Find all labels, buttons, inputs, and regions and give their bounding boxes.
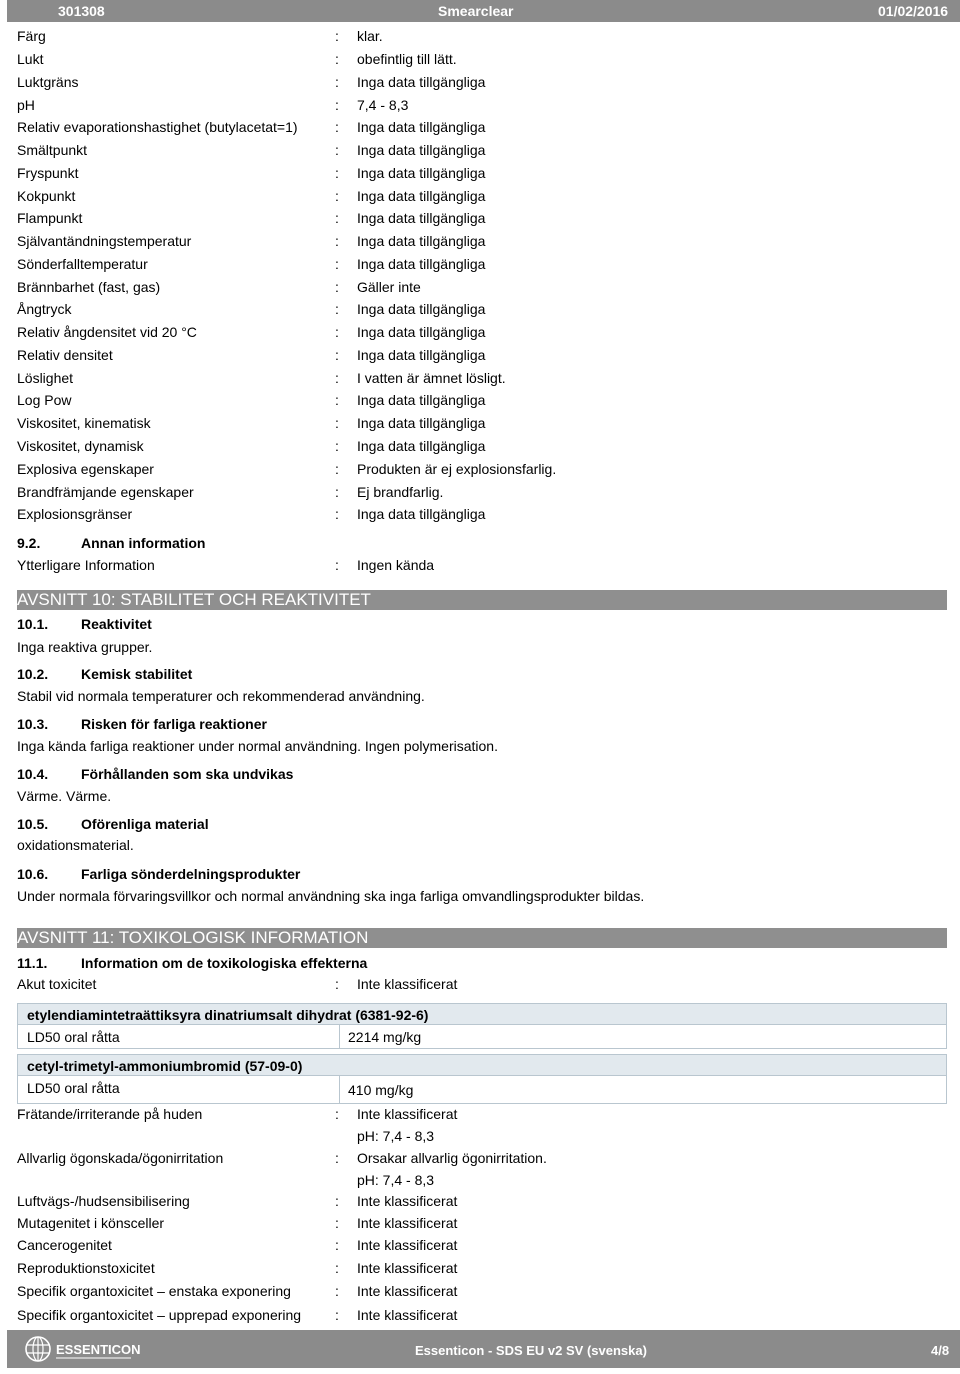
subsection-title: Oförenliga material bbox=[81, 816, 209, 832]
effect-value: Inte klassificerat bbox=[357, 1215, 458, 1231]
toxicity-table-row bbox=[18, 1025, 946, 1049]
property-label: Löslighet bbox=[17, 370, 74, 386]
effect-value: Orsakar allvarlig ögonirritation. bbox=[357, 1150, 547, 1166]
property-value: klar. bbox=[357, 28, 383, 44]
effect-extra: pH: 7,4 - 8,3 bbox=[357, 1172, 435, 1188]
separator: : bbox=[335, 28, 339, 44]
property-label: Luktgräns bbox=[17, 74, 79, 90]
product-name: Smearclear bbox=[438, 3, 514, 19]
effect-row bbox=[17, 1307, 947, 1327]
subsection-text: oxidationsmaterial. bbox=[17, 837, 134, 853]
toxicity-param: LD50 oral råtta bbox=[27, 1080, 120, 1096]
effect-row bbox=[17, 1260, 947, 1280]
toxicity-value: 410 mg/kg bbox=[348, 1082, 414, 1098]
property-value: Inga data tillgängliga bbox=[357, 74, 486, 90]
property-row bbox=[17, 165, 947, 185]
property-label: Fryspunkt bbox=[17, 165, 79, 181]
separator: : bbox=[335, 506, 339, 522]
property-row-acute-toxicity bbox=[17, 976, 947, 996]
subsection-number: 10.3. bbox=[17, 716, 49, 732]
property-row bbox=[17, 97, 947, 117]
document-date: 01/02/2016 bbox=[878, 3, 949, 19]
property-value: Inga data tillgängliga bbox=[357, 210, 486, 226]
property-row bbox=[17, 506, 947, 526]
subsection-title: Förhållanden som ska undvikas bbox=[81, 766, 294, 782]
toxicity-table-row bbox=[18, 1076, 946, 1104]
property-value: Inga data tillgängliga bbox=[357, 233, 486, 249]
property-value: Inga data tillgängliga bbox=[357, 142, 486, 158]
property-value: Inga data tillgängliga bbox=[357, 119, 486, 135]
subsection-title: Annan information bbox=[81, 535, 206, 551]
separator: : bbox=[335, 461, 339, 477]
property-row bbox=[17, 370, 947, 390]
subsection-title: Kemisk stabilitet bbox=[81, 666, 193, 682]
separator: : bbox=[335, 210, 339, 226]
separator: : bbox=[335, 484, 339, 500]
property-row bbox=[17, 279, 947, 299]
separator: : bbox=[335, 119, 339, 135]
property-value: Inga data tillgängliga bbox=[357, 165, 486, 181]
effect-value: Inte klassificerat bbox=[357, 1106, 458, 1122]
document-header-bar bbox=[7, 0, 960, 22]
separator: : bbox=[335, 188, 339, 204]
svg-text:ESSENTICON: ESSENTICON bbox=[56, 1342, 141, 1357]
subsection-text: Stabil vid normala temperaturer och rekommenderad användning. bbox=[17, 688, 425, 704]
subsection-number: 9.2. bbox=[17, 535, 41, 551]
cell-divider bbox=[339, 1076, 340, 1104]
separator: : bbox=[335, 392, 339, 408]
effect-label: Luftvägs-/hudsensibilisering bbox=[17, 1193, 190, 1209]
separator: : bbox=[335, 142, 339, 158]
property-row bbox=[17, 28, 947, 48]
effect-row bbox=[17, 1237, 947, 1257]
effect-label: Frätande/irriterande på huden bbox=[17, 1106, 203, 1122]
separator: : bbox=[335, 233, 339, 249]
separator: : bbox=[335, 51, 339, 67]
effect-value: Inte klassificerat bbox=[357, 1237, 458, 1253]
separator: : bbox=[335, 370, 339, 386]
separator: : bbox=[335, 1150, 339, 1166]
property-row bbox=[17, 51, 947, 71]
toxicity-value: 2214 mg/kg bbox=[348, 1029, 422, 1045]
effect-label: Specifik organtoxicitet – upprepad exponering bbox=[17, 1307, 302, 1323]
property-value: Inga data tillgängliga bbox=[357, 347, 486, 363]
effect-row bbox=[17, 1193, 947, 1213]
toxicity-table-header bbox=[18, 1055, 946, 1076]
section-10-heading: AVSNITT 10: STABILITET OCH REAKTIVITET bbox=[17, 590, 947, 610]
property-label: Relativ densitet bbox=[17, 347, 113, 363]
effect-value: Inte klassificerat bbox=[357, 1260, 458, 1276]
effect-row bbox=[17, 1106, 947, 1126]
property-label: Ytterligare Information bbox=[17, 557, 155, 573]
effect-row bbox=[17, 1215, 947, 1235]
property-row bbox=[17, 233, 947, 253]
subsection-number: 11.1. bbox=[17, 955, 48, 971]
property-value: Inga data tillgängliga bbox=[357, 324, 486, 340]
property-value: Gäller inte bbox=[357, 279, 421, 295]
property-value: Ej brandfarlig. bbox=[357, 484, 444, 500]
separator: : bbox=[335, 1193, 339, 1209]
property-label: Relativ evaporationshastighet (butylacetat=1) bbox=[17, 119, 298, 135]
essenticon-logo bbox=[23, 1334, 163, 1364]
property-value: I vatten är ämnet lösligt. bbox=[357, 370, 506, 386]
page-number: 4/8 bbox=[931, 1343, 950, 1358]
property-label: Viskositet, kinematisk bbox=[17, 415, 151, 431]
subsection-text: Inga reaktiva grupper. bbox=[17, 639, 153, 655]
effect-value: Inte klassificerat bbox=[357, 1283, 458, 1299]
separator: : bbox=[335, 1106, 339, 1122]
property-label: Brandfrämjande egenskaper bbox=[17, 484, 194, 500]
section-11-heading: AVSNITT 11: TOXIKOLOGISK INFORMATION bbox=[17, 928, 947, 948]
property-label: Sönderfalltemperatur bbox=[17, 256, 148, 272]
subsection-text: Under normala förvaringsvillkor och normal användning ska inga farliga omvandlingsprodukter bildas. bbox=[17, 888, 645, 904]
separator: : bbox=[335, 74, 339, 90]
substance-name: etylendiamintetraättiksyra dinatriumsalt dihydrat (6381-92-6) bbox=[27, 1007, 429, 1023]
subsection-text: Inga kända farliga reaktioner under normal användning. Ingen polymerisation. bbox=[17, 738, 498, 754]
cell-divider bbox=[339, 1025, 340, 1049]
property-label: Brännbarhet (fast, gas) bbox=[17, 279, 161, 295]
toxicity-table-cetrimonium bbox=[17, 1054, 947, 1104]
property-label: Log Pow bbox=[17, 392, 72, 408]
separator: : bbox=[335, 256, 339, 272]
property-label: Lukt bbox=[17, 51, 44, 67]
property-row bbox=[17, 74, 947, 94]
separator: : bbox=[335, 438, 339, 454]
property-value: Inga data tillgängliga bbox=[357, 506, 486, 522]
separator: : bbox=[335, 1215, 339, 1231]
effect-label: Reproduktionstoxicitet bbox=[17, 1260, 155, 1276]
subsection-number: 10.2. bbox=[17, 666, 49, 682]
property-row-additional-info bbox=[17, 557, 947, 577]
property-row bbox=[17, 210, 947, 230]
property-value: Inga data tillgängliga bbox=[357, 438, 486, 454]
property-value: Produkten är ej explosionsfarlig. bbox=[357, 461, 557, 477]
separator: : bbox=[335, 976, 339, 992]
property-label: Flampunkt bbox=[17, 210, 83, 226]
property-label: Explosiva egenskaper bbox=[17, 461, 154, 477]
property-value: Inga data tillgängliga bbox=[357, 301, 486, 317]
separator: : bbox=[335, 1260, 339, 1276]
property-row bbox=[17, 256, 947, 276]
property-label: Smältpunkt bbox=[17, 142, 88, 158]
property-row bbox=[17, 392, 947, 412]
property-value: Ingen kända bbox=[357, 557, 435, 573]
property-label: Självantändningstemperatur bbox=[17, 233, 192, 249]
property-value: obefintlig till lätt. bbox=[357, 51, 457, 67]
effect-extra: pH: 7,4 - 8,3 bbox=[357, 1128, 435, 1144]
property-value: Inga data tillgängliga bbox=[357, 188, 486, 204]
separator: : bbox=[335, 301, 339, 317]
property-label: Kokpunkt bbox=[17, 188, 76, 204]
property-row bbox=[17, 415, 947, 435]
property-row bbox=[17, 461, 947, 481]
effect-value: Inte klassificerat bbox=[357, 1193, 458, 1209]
property-row bbox=[17, 142, 947, 162]
separator: : bbox=[335, 415, 339, 431]
property-row bbox=[17, 438, 947, 458]
subsection-number: 10.4. bbox=[17, 766, 49, 782]
effect-label: Allvarlig ögonskada/ögonirritation bbox=[17, 1150, 224, 1166]
separator: : bbox=[335, 347, 339, 363]
separator: : bbox=[335, 97, 339, 113]
property-label: Explosionsgränser bbox=[17, 506, 133, 522]
effect-label: Cancerogenitet bbox=[17, 1237, 112, 1253]
effect-value: Inte klassificerat bbox=[357, 1307, 458, 1323]
property-label: Relativ ångdensitet vid 20 °C bbox=[17, 324, 197, 340]
property-label: Viskositet, dynamisk bbox=[17, 438, 144, 454]
separator: : bbox=[335, 1237, 339, 1253]
separator: : bbox=[335, 1307, 339, 1323]
toxicity-table-header bbox=[18, 1004, 946, 1025]
property-value: 7,4 - 8,3 bbox=[357, 97, 409, 113]
effect-row bbox=[17, 1283, 947, 1303]
property-row bbox=[17, 119, 947, 139]
separator: : bbox=[335, 1283, 339, 1299]
property-row bbox=[17, 484, 947, 504]
subsection-title: Information om de toxikologiska effekterna bbox=[81, 955, 368, 971]
property-value: Inga data tillgängliga bbox=[357, 256, 486, 272]
separator: : bbox=[335, 279, 339, 295]
property-row bbox=[17, 347, 947, 367]
document-footer-bar bbox=[7, 1330, 960, 1368]
property-row bbox=[17, 324, 947, 344]
property-row bbox=[17, 188, 947, 208]
subsection-number: 10.6. bbox=[17, 866, 49, 882]
property-value: Inte klassificerat bbox=[357, 976, 458, 992]
subsection-text: Värme. Värme. bbox=[17, 788, 112, 804]
effect-label: Mutagenitet i könsceller bbox=[17, 1215, 165, 1231]
subsection-number: 10.5. bbox=[17, 816, 49, 832]
property-value: Inga data tillgängliga bbox=[357, 392, 486, 408]
property-label: Färg bbox=[17, 28, 46, 44]
property-label: pH bbox=[17, 97, 35, 113]
effect-label: Specifik organtoxicitet – enstaka exponering bbox=[17, 1283, 291, 1299]
toxicity-param: LD50 oral råtta bbox=[27, 1029, 120, 1045]
toxicity-table-edta bbox=[17, 1003, 947, 1049]
product-code: 301308 bbox=[58, 3, 105, 19]
subsection-title: Reaktivitet bbox=[81, 616, 152, 632]
subsection-number: 10.1. bbox=[17, 616, 49, 632]
property-label: Akut toxicitet bbox=[17, 976, 97, 992]
separator: : bbox=[335, 165, 339, 181]
substance-name: cetyl-trimetyl-ammoniumbromid (57-09-0) bbox=[27, 1058, 303, 1074]
effect-row bbox=[17, 1150, 947, 1170]
separator: : bbox=[335, 557, 339, 573]
property-label: Ångtryck bbox=[17, 301, 72, 317]
property-value: Inga data tillgängliga bbox=[357, 415, 486, 431]
footer-document-type: Essenticon - SDS EU v2 SV (svenska) bbox=[415, 1343, 647, 1358]
subsection-title: Farliga sönderdelningsprodukter bbox=[81, 866, 301, 882]
subsection-title: Risken för farliga reaktioner bbox=[81, 716, 267, 732]
separator: : bbox=[335, 324, 339, 340]
property-row bbox=[17, 301, 947, 321]
